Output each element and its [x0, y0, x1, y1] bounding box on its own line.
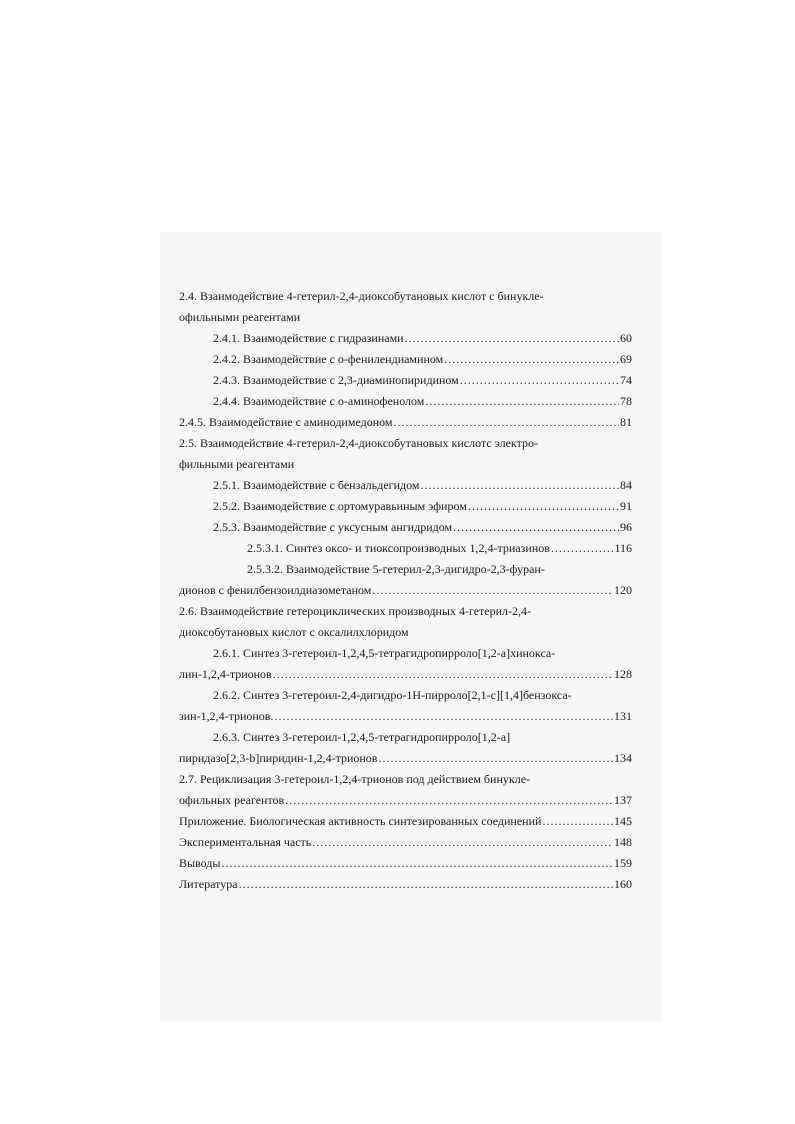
toc-heading-2-4: 2.4. Взаимодействие 4-гетерил-2,4-диоксобутановых кислот с бинукле- [179, 289, 544, 303]
page-number: 84 [620, 478, 632, 492]
toc-entry-2-6-3: 2.6.3. Синтез 3-гетероил-1,2,4,5-тетрагидропирроло[1,2-а] [213, 730, 511, 744]
toc-entry-2-4-1: 2.4.1. Взаимодействие с гидразинами ..... 60 [213, 328, 632, 348]
page-number: 148 [614, 835, 632, 849]
toc-entry-experimental: Экспериментальная часть ..... 148 [179, 832, 632, 852]
toc-entry-2-6-2-cont: зин-1,2,4-трионов. ..... 131 [179, 706, 632, 726]
page-number: 134 [614, 751, 632, 765]
toc-heading-2-5: 2.5. Взаимодействие 4-гетерил-2,4-диоксобутановых кислотс электро- [179, 436, 538, 450]
toc-entry-2-5-1: 2.5.1. Взаимодействие с бензальдегидом ..... 84 [213, 475, 632, 495]
page-number: 137 [614, 793, 632, 807]
toc-entry-2-4-5: 2.4.5. Взаимодействие с аминодимедоном ..... 81 [179, 412, 632, 432]
toc-entry-2-4-4: 2.4.4. Взаимодействие с о-аминофенолом ..... 78 [213, 391, 632, 411]
toc-entry-2-6-2: 2.6.2. Синтез 3-гетероил-2,4-дигидро-1Н-пирроло[2,1-с][1,4]бензокса- [213, 688, 572, 702]
toc-entry-conclusions: Выводы ..... 159 [179, 853, 632, 873]
toc-entry-2-5-3: 2.5.3. Взаимодействие с уксусным ангидридом ..... 96 [213, 517, 632, 537]
page-number: 145 [614, 814, 632, 828]
page-number: 116 [614, 541, 632, 555]
page-number: 91 [620, 499, 632, 513]
page-number: 120 [614, 583, 632, 597]
page-number: 96 [620, 520, 632, 534]
page-number: 81 [620, 415, 632, 429]
toc-heading-2-7: 2.7. Рециклизация 3-гетероил-1,2,4-трионов под действием бинукле- [179, 772, 531, 786]
toc-entry-2-5-3-1: 2.5.3.1. Синтез оксо- и тиоксопроизводных 1,2,4-триазинов ..... 116 [247, 538, 632, 558]
toc-entry-2-4-3: 2.4.3. Взаимодействие с 2,3-диаминопиридином ..... 74 [213, 370, 632, 390]
toc-heading-2-7-cont: офильных реагентов ..... 137 [179, 790, 632, 810]
toc-entry-2-6-1: 2.6.1. Синтез 3-гетероил-1,2,4,5-тетрагидропирроло[1,2-а]хинокса- [213, 646, 556, 660]
toc-heading-2-5-cont: фильными реагентами [179, 457, 295, 471]
toc-heading-2-4-cont: офильными реагентами [179, 310, 301, 324]
page-number: 60 [620, 331, 632, 345]
page-number: 128 [614, 667, 632, 681]
page-number: 160 [614, 877, 632, 891]
toc-entry-2-4-2: 2.4.2. Взаимодействие с о-фенилендиамином ..... 69 [213, 349, 632, 369]
toc-entry-2-6-1-cont: лин-1,2,4-трионов ..... 128 [179, 664, 632, 684]
page-number: 159 [614, 856, 632, 870]
page-number: 74 [620, 373, 632, 387]
page-number: 78 [620, 394, 632, 408]
page-number: 69 [620, 352, 632, 366]
toc-heading-2-6-cont: диоксобутановых кислот с оксалилхлоридом [179, 625, 409, 639]
toc-entry-2-6-3-cont: пиридазо[2,3-b]пиридин-1,2,4-трионов ..... 134 [179, 748, 632, 768]
toc-entry-2-5-2: 2.5.2. Взаимодействие с ортомуравьиным эфиром ..... 91 [213, 496, 632, 516]
toc-heading-2-6: 2.6. Взаимодействие гетероциклических производных 4-гетерил-2,4- [179, 604, 532, 618]
toc-entry-2-5-3-2-cont: дионов с фенилбензоилдиазометаном ..... 120 [179, 580, 632, 600]
toc-entry-2-5-3-2: 2.5.3.2. Взаимодействие 5-гетерил-2,3-дигидро-2,3-фуран- [247, 562, 545, 576]
toc-entry-literature: Литература ..... 160 [179, 874, 632, 894]
toc-entry-appendix: Приложение. Биологическая активность синтезированных соединений ..... 145 [179, 811, 632, 831]
page-number: 131 [614, 709, 632, 723]
